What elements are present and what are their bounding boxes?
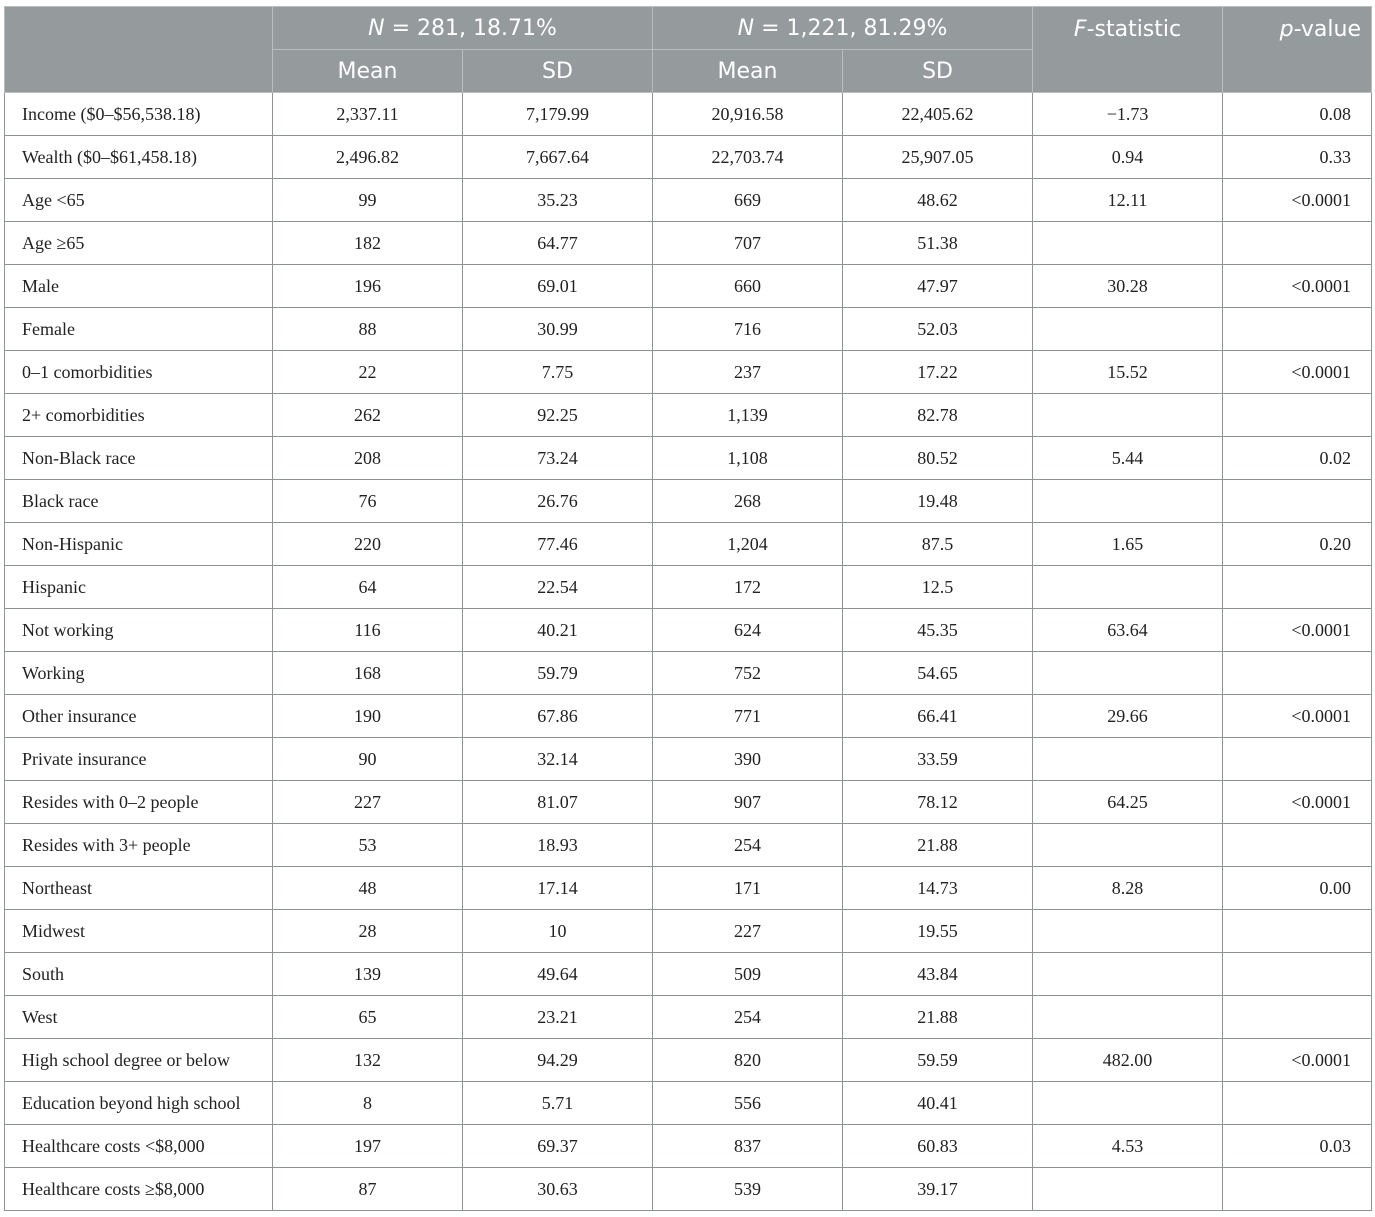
sd-group-1: 40.21: [463, 609, 653, 652]
mean-group-2: 172: [653, 566, 843, 609]
mean-group-1: 220: [273, 523, 463, 566]
f-statistic-cell: [1033, 394, 1223, 437]
sd-group-2: 52.03: [843, 308, 1033, 351]
table-row: [5, 652, 1372, 695]
f-statistic-cell: [1033, 996, 1223, 1039]
sd-group-1: 92.25: [463, 394, 653, 437]
row-label: High school degree or below: [5, 1039, 273, 1082]
row-label: Resides with 0–2 people: [5, 781, 273, 824]
table-row: [5, 179, 1372, 222]
mean-group-1: 196: [273, 265, 463, 308]
sd-group-2: 66.41: [843, 695, 1033, 738]
f-statistic-cell: [1033, 480, 1223, 523]
sd-group-2: 19.48: [843, 480, 1033, 523]
sd-group-1: 5.71: [463, 1082, 653, 1125]
table-row: [5, 953, 1372, 996]
table-row: [5, 136, 1372, 179]
sd-group-2: 14.73: [843, 867, 1033, 910]
sd-group-2: 87.5: [843, 523, 1033, 566]
p-value-cell: [1223, 824, 1372, 867]
mean-group-1: 64: [273, 566, 463, 609]
table-row: [5, 867, 1372, 910]
f-statistic-cell: [1033, 824, 1223, 867]
mean-group-2: 254: [653, 824, 843, 867]
sd-group-1: 59.79: [463, 652, 653, 695]
p-value-cell: 0.08: [1223, 93, 1372, 136]
header-group-2: [653, 7, 1033, 50]
mean-group-1: 48: [273, 867, 463, 910]
mean-group-1: 227: [273, 781, 463, 824]
f-statistic-cell: 63.64: [1033, 609, 1223, 652]
mean-group-1: 190: [273, 695, 463, 738]
sd-group-1: 22.54: [463, 566, 653, 609]
sd-group-2: 48.62: [843, 179, 1033, 222]
header-group-1-text: = 281, 18.71%: [384, 15, 557, 41]
header-p-text: -value: [1293, 17, 1362, 42]
row-label: Education beyond high school: [5, 1082, 273, 1125]
sd-group-2: 17.22: [843, 351, 1033, 394]
f-statistic-cell: 0.94: [1033, 136, 1223, 179]
header-mean-2: Mean: [653, 50, 843, 93]
sd-group-1: 73.24: [463, 437, 653, 480]
f-statistic-cell: 30.28: [1033, 265, 1223, 308]
p-value-cell: [1223, 652, 1372, 695]
sd-group-1: 69.37: [463, 1125, 653, 1168]
sd-group-2: 40.41: [843, 1082, 1033, 1125]
p-value-cell: <0.0001: [1223, 781, 1372, 824]
mean-group-1: 87: [273, 1168, 463, 1211]
mean-group-2: 171: [653, 867, 843, 910]
mean-group-2: 556: [653, 1082, 843, 1125]
sd-group-1: 94.29: [463, 1039, 653, 1082]
sd-group-1: 26.76: [463, 480, 653, 523]
table-row: [5, 437, 1372, 480]
f-statistic-cell: 8.28: [1033, 867, 1223, 910]
p-value-cell: [1223, 222, 1372, 265]
f-statistic-cell: 4.53: [1033, 1125, 1223, 1168]
mean-group-1: 28: [273, 910, 463, 953]
mean-group-2: 660: [653, 265, 843, 308]
sd-group-2: 21.88: [843, 824, 1033, 867]
header-group-1-n: N: [368, 15, 385, 41]
table-row: [5, 480, 1372, 523]
mean-group-2: 237: [653, 351, 843, 394]
mean-group-2: 716: [653, 308, 843, 351]
f-statistic-cell: [1033, 1168, 1223, 1211]
mean-group-1: 132: [273, 1039, 463, 1082]
mean-group-2: 1,204: [653, 523, 843, 566]
f-statistic-cell: [1033, 652, 1223, 695]
mean-group-2: 268: [653, 480, 843, 523]
f-statistic-cell: [1033, 910, 1223, 953]
p-value-cell: <0.0001: [1223, 265, 1372, 308]
table-row: [5, 1125, 1372, 1168]
mean-group-2: 707: [653, 222, 843, 265]
sd-group-2: 60.83: [843, 1125, 1033, 1168]
header-p-value: [1223, 7, 1372, 93]
sd-group-1: 7,667.64: [463, 136, 653, 179]
sd-group-1: 77.46: [463, 523, 653, 566]
sd-group-1: 30.99: [463, 308, 653, 351]
mean-group-2: 509: [653, 953, 843, 996]
f-statistic-cell: 1.65: [1033, 523, 1223, 566]
row-label: Working: [5, 652, 273, 695]
mean-group-2: 22,703.74: [653, 136, 843, 179]
p-value-cell: 0.02: [1223, 437, 1372, 480]
header-sd-2: SD: [843, 50, 1033, 93]
header-blank-cell: [5, 7, 273, 93]
sd-group-2: 45.35: [843, 609, 1033, 652]
mean-group-1: 182: [273, 222, 463, 265]
table-row: [5, 93, 1372, 136]
mean-group-1: 2,337.11: [273, 93, 463, 136]
mean-group-1: 2,496.82: [273, 136, 463, 179]
row-label: Not working: [5, 609, 273, 652]
row-label: Midwest: [5, 910, 273, 953]
row-label: Northeast: [5, 867, 273, 910]
row-label: Black race: [5, 480, 273, 523]
sd-group-2: 78.12: [843, 781, 1033, 824]
p-value-cell: <0.0001: [1223, 609, 1372, 652]
p-value-cell: [1223, 1168, 1372, 1211]
f-statistic-cell: 5.44: [1033, 437, 1223, 480]
row-label: Wealth ($0–$61,458.18): [5, 136, 273, 179]
mean-group-1: 197: [273, 1125, 463, 1168]
header-group-2-n: N: [737, 15, 755, 41]
p-value-cell: [1223, 996, 1372, 1039]
p-value-cell: <0.0001: [1223, 351, 1372, 394]
header-row-top: [5, 7, 1372, 50]
table-row: [5, 695, 1372, 738]
table-body: [5, 93, 1372, 1211]
table-row: [5, 351, 1372, 394]
sd-group-1: 7.75: [463, 351, 653, 394]
p-value-cell: [1223, 308, 1372, 351]
header-group-2-text: = 1,221, 81.29%: [754, 15, 948, 41]
mean-group-1: 116: [273, 609, 463, 652]
mean-group-1: 262: [273, 394, 463, 437]
mean-group-1: 88: [273, 308, 463, 351]
sd-group-2: 54.65: [843, 652, 1033, 695]
header-f-text: -statistic: [1086, 17, 1182, 42]
sd-group-2: 33.59: [843, 738, 1033, 781]
row-label: South: [5, 953, 273, 996]
table-row: [5, 824, 1372, 867]
table-row: [5, 566, 1372, 609]
sd-group-2: 22,405.62: [843, 93, 1033, 136]
sd-group-1: 81.07: [463, 781, 653, 824]
sd-group-1: 18.93: [463, 824, 653, 867]
mean-group-2: 227: [653, 910, 843, 953]
row-label: Healthcare costs ≥$8,000: [5, 1168, 273, 1211]
row-label: Healthcare costs <$8,000: [5, 1125, 273, 1168]
table-row: [5, 308, 1372, 351]
p-value-cell: 0.03: [1223, 1125, 1372, 1168]
mean-group-2: 752: [653, 652, 843, 695]
mean-group-2: 837: [653, 1125, 843, 1168]
f-statistic-cell: 29.66: [1033, 695, 1223, 738]
p-value-cell: [1223, 953, 1372, 996]
sd-group-1: 49.64: [463, 953, 653, 996]
p-value-cell: <0.0001: [1223, 179, 1372, 222]
f-statistic-cell: [1033, 222, 1223, 265]
p-value-cell: [1223, 566, 1372, 609]
mean-group-1: 8: [273, 1082, 463, 1125]
p-value-cell: [1223, 1082, 1372, 1125]
table-row: [5, 523, 1372, 566]
p-value-cell: 0.00: [1223, 867, 1372, 910]
mean-group-1: 53: [273, 824, 463, 867]
table-row: [5, 609, 1372, 652]
row-label: West: [5, 996, 273, 1039]
data-table: [4, 6, 1372, 1211]
p-value-cell: <0.0001: [1223, 1039, 1372, 1082]
row-label: Private insurance: [5, 738, 273, 781]
mean-group-2: 820: [653, 1039, 843, 1082]
mean-group-1: 90: [273, 738, 463, 781]
mean-group-1: 65: [273, 996, 463, 1039]
row-label: Age <65: [5, 179, 273, 222]
f-statistic-cell: [1033, 1082, 1223, 1125]
sd-group-1: 23.21: [463, 996, 653, 1039]
p-value-cell: [1223, 394, 1372, 437]
row-label: 2+ comorbidities: [5, 394, 273, 437]
sd-group-1: 10: [463, 910, 653, 953]
mean-group-1: 22: [273, 351, 463, 394]
table-row: [5, 394, 1372, 437]
mean-group-2: 771: [653, 695, 843, 738]
f-statistic-cell: [1033, 953, 1223, 996]
row-label: Female: [5, 308, 273, 351]
table-row: [5, 781, 1372, 824]
sd-group-2: 47.97: [843, 265, 1033, 308]
row-label: Income ($0–$56,538.18): [5, 93, 273, 136]
mean-group-1: 76: [273, 480, 463, 523]
sd-group-1: 35.23: [463, 179, 653, 222]
f-statistic-cell: [1033, 738, 1223, 781]
table-row: [5, 996, 1372, 1039]
mean-group-2: 390: [653, 738, 843, 781]
mean-group-2: 1,139: [653, 394, 843, 437]
table-row: [5, 1168, 1372, 1211]
mean-group-2: 669: [653, 179, 843, 222]
mean-group-2: 539: [653, 1168, 843, 1211]
table-row: [5, 222, 1372, 265]
f-statistic-cell: 12.11: [1033, 179, 1223, 222]
mean-group-2: 624: [653, 609, 843, 652]
sd-group-2: 12.5: [843, 566, 1033, 609]
row-label: Male: [5, 265, 273, 308]
row-label: Age ≥65: [5, 222, 273, 265]
p-value-cell: [1223, 738, 1372, 781]
sd-group-2: 21.88: [843, 996, 1033, 1039]
sd-group-1: 67.86: [463, 695, 653, 738]
row-label: Resides with 3+ people: [5, 824, 273, 867]
sd-group-1: 7,179.99: [463, 93, 653, 136]
row-label: Non-Black race: [5, 437, 273, 480]
f-statistic-cell: [1033, 566, 1223, 609]
mean-group-1: 208: [273, 437, 463, 480]
sd-group-2: 19.55: [843, 910, 1033, 953]
sd-group-2: 43.84: [843, 953, 1033, 996]
p-value-cell: [1223, 480, 1372, 523]
sd-group-1: 32.14: [463, 738, 653, 781]
header-f-statistic: [1033, 7, 1223, 93]
sd-group-2: 39.17: [843, 1168, 1033, 1211]
f-statistic-cell: 15.52: [1033, 351, 1223, 394]
f-statistic-cell: [1033, 308, 1223, 351]
f-statistic-cell: 64.25: [1033, 781, 1223, 824]
mean-group-2: 254: [653, 996, 843, 1039]
p-value-cell: <0.0001: [1223, 695, 1372, 738]
sd-group-1: 30.63: [463, 1168, 653, 1211]
sd-group-1: 64.77: [463, 222, 653, 265]
sd-group-2: 82.78: [843, 394, 1033, 437]
header-group-1: [273, 7, 653, 50]
header-sd-1: SD: [463, 50, 653, 93]
mean-group-1: 168: [273, 652, 463, 695]
sd-group-1: 17.14: [463, 867, 653, 910]
row-label: Other insurance: [5, 695, 273, 738]
table-row: [5, 738, 1372, 781]
mean-group-1: 99: [273, 179, 463, 222]
row-label: 0–1 comorbidities: [5, 351, 273, 394]
mean-group-2: 20,916.58: [653, 93, 843, 136]
sd-group-2: 59.59: [843, 1039, 1033, 1082]
f-statistic-cell: 482.00: [1033, 1039, 1223, 1082]
sd-group-2: 25,907.05: [843, 136, 1033, 179]
header-mean-1: Mean: [273, 50, 463, 93]
mean-group-2: 1,108: [653, 437, 843, 480]
p-value-cell: 0.20: [1223, 523, 1372, 566]
table-row: [5, 1039, 1372, 1082]
table-row: [5, 910, 1372, 953]
table-row: [5, 1082, 1372, 1125]
f-statistic-cell: −1.73: [1033, 93, 1223, 136]
mean-group-1: 139: [273, 953, 463, 996]
mean-group-2: 907: [653, 781, 843, 824]
sd-group-1: 69.01: [463, 265, 653, 308]
header-f-letter: F: [1073, 17, 1087, 42]
sd-group-2: 51.38: [843, 222, 1033, 265]
row-label: Non-Hispanic: [5, 523, 273, 566]
table-row: [5, 265, 1372, 308]
header-p-letter: p: [1279, 17, 1294, 42]
sd-group-2: 80.52: [843, 437, 1033, 480]
p-value-cell: [1223, 910, 1372, 953]
p-value-cell: 0.33: [1223, 136, 1372, 179]
row-label: Hispanic: [5, 566, 273, 609]
